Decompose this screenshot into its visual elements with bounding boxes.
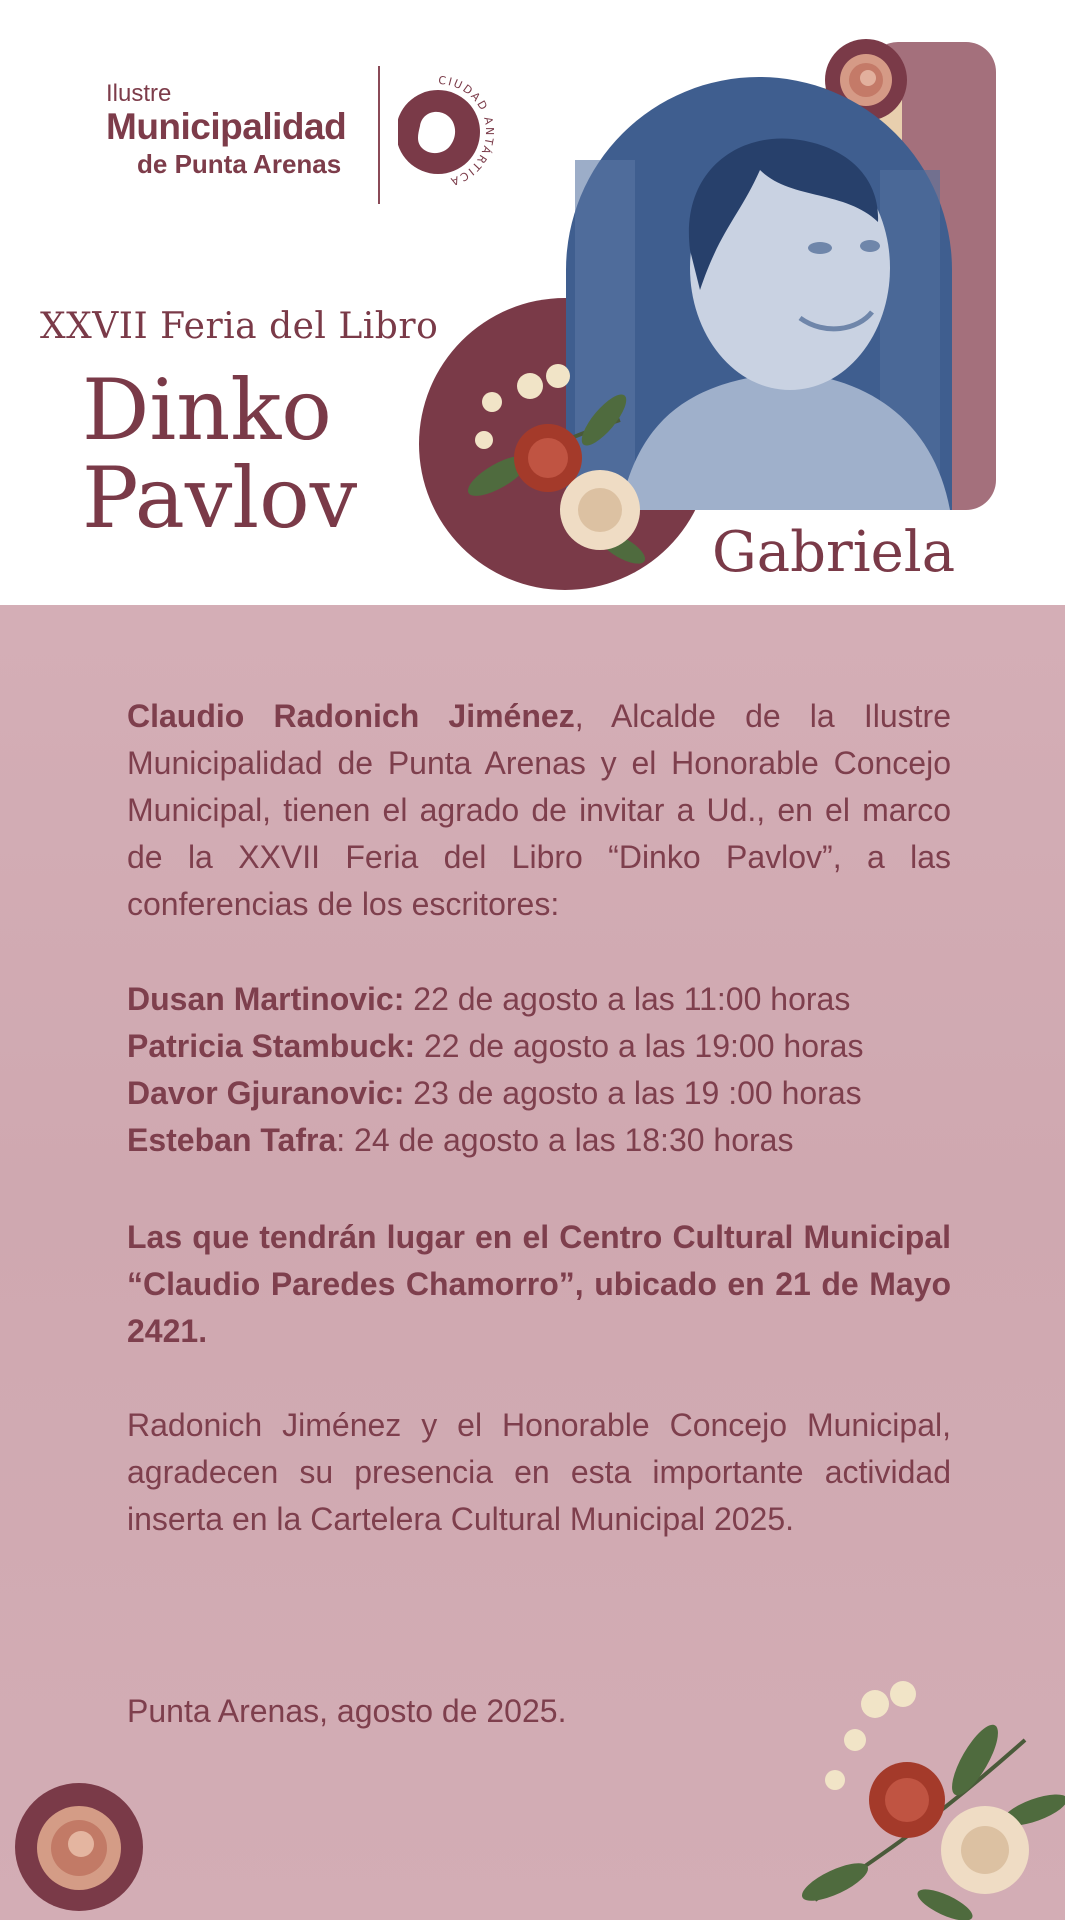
venue-paragraph: Las que tendrán lugar en el Centro Cultural Municipal “Claudio Paredes Chamorro”, ubicado en 21 de Mayo 2421. <box>127 1219 951 1349</box>
schedule-row <box>127 976 951 1023</box>
schedule-row <box>127 1070 951 1117</box>
title-dinko: Dinko <box>82 361 332 459</box>
speaker-detail: 23 de agosto a las 19 :00 horas <box>404 1075 862 1111</box>
ciudad-antartica-seal <box>398 66 508 196</box>
bottom-rose-medallion <box>14 1782 144 1912</box>
schedule-row <box>127 1023 951 1070</box>
speaker-name: Dusan Martinovic: <box>127 981 405 1017</box>
thanks-paragraph: Radonich Jiménez y el Honorable Concejo Municipal, agradecen su presencia en esta importante actividad inserta en la Cartelera Cultural Municipal 2025. <box>127 1407 951 1537</box>
closing-date: Punta Arenas, agosto de 2025. <box>127 1693 567 1729</box>
speaker-name: Patricia Stambuck: <box>127 1028 416 1064</box>
bottom-flower-bouquet <box>795 1660 1065 1920</box>
title-pavlov: Pavlov <box>82 449 358 547</box>
invitation-text: , Alcalde de la Ilustre Municipalidad de Punta Arenas y el Honorable Concejo Municipal, tienen el agrado de invitar a Ud., en el marco de la XXVII Feria del Libro “Dinko Pavlov”, a las conferencias de los escritores: <box>127 698 951 922</box>
logo-ilustre: Ilustre <box>106 80 172 107</box>
speaker-detail: 22 de agosto a las 11:00 horas <box>404 981 851 1017</box>
logo-divider <box>378 66 380 204</box>
feria-title: XXVII Feria del Libro <box>40 306 439 347</box>
schedule-row <box>127 1117 951 1164</box>
host-name: Claudio Radonich Jiménez <box>127 698 575 734</box>
speaker-detail: 22 de agosto a las 19:00 horas <box>415 1028 864 1064</box>
speaker-detail: : 24 de agosto a las 18:30 horas <box>336 1122 794 1158</box>
gabriela-caption: Gabriela <box>712 520 956 585</box>
speaker-name: Esteban Tafra <box>127 1122 337 1158</box>
seal-text: CIUDAD ANTÁRTICA <box>437 73 497 189</box>
portrait-figure <box>575 138 950 510</box>
rose-icon <box>37 1806 121 1890</box>
speaker-schedule <box>127 976 951 1164</box>
speaker-name: Davor Gjuranovic: <box>127 1075 405 1111</box>
logo-municipalidad: Municipalidad <box>106 106 347 147</box>
invitation-paragraph <box>127 693 951 928</box>
logo-punta-arenas: de Punta Arenas <box>137 149 342 179</box>
rose-icon <box>840 54 892 106</box>
